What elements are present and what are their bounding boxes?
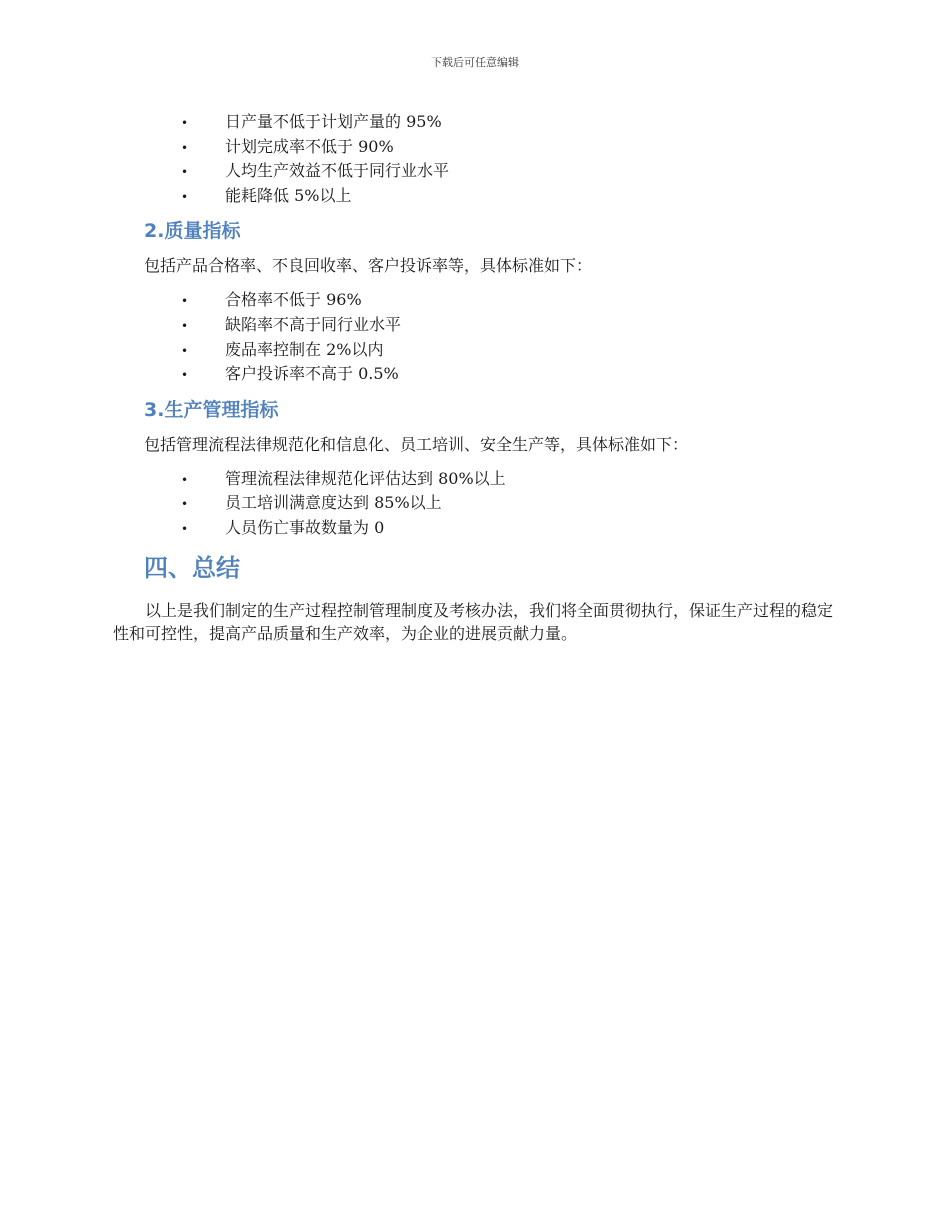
bullet-icon: •	[181, 294, 189, 309]
bullet-icon: •	[181, 140, 189, 155]
list-item-text: 人员伤亡事故数量为 0	[225, 517, 385, 537]
management-indicator-heading: 3.生产管理指标	[144, 398, 279, 421]
list-item-text: 人均生产效益不低于同行业水平	[225, 161, 450, 181]
list-item	[113, 184, 838, 209]
list-item-text: 合格率不低于 96%	[225, 290, 362, 310]
bullet-icon: •	[181, 343, 189, 358]
bullet-icon: •	[181, 116, 189, 130]
list-item	[113, 313, 838, 338]
bullet-icon: •	[181, 318, 189, 333]
list-item	[113, 516, 838, 541]
list-item	[113, 338, 838, 363]
list-item	[113, 159, 838, 184]
management-intro: 包括管理流程法律规范化和信息化、员工培训、安全生产等，具体标准如下：	[144, 434, 689, 454]
document-body	[113, 110, 838, 645]
bullet-icon: •	[181, 497, 189, 512]
list-item-text: 客户投诉率不高于 0.5%	[225, 364, 399, 384]
list-item-text: 员工培训满意度达到 85%以上	[225, 493, 442, 513]
list-item	[113, 362, 838, 387]
list-item-text: 能耗降低 5%以上	[225, 185, 352, 205]
bullet-icon: •	[181, 165, 189, 180]
list-item-text: 日产量不低于计划产量的 95%	[225, 112, 442, 131]
summary-paragraph: 以上是我们制定的生产过程控制管理制度及考核办法，我们将全面贯彻执行，保证生产过程的稳定性和可控性，提高产品质量和生产效率，为企业的进展贡献力量。	[113, 600, 834, 643]
summary-heading: 四、总结	[144, 553, 240, 582]
bullet-icon: •	[181, 472, 189, 487]
quality-intro: 包括产品合格率、不良回收率、客户投诉率等，具体标准如下：	[144, 256, 593, 276]
list-item	[113, 288, 838, 313]
quality-indicator-heading: 2.质量指标	[144, 220, 241, 243]
list-item	[113, 110, 838, 135]
list-item-text: 缺陷率不高于同行业水平	[225, 314, 402, 334]
list-item-text: 管理流程法律规范化评估达到 80%以上	[225, 468, 506, 488]
management-indicator-list	[113, 467, 838, 541]
bullet-icon: •	[181, 521, 189, 536]
quality-indicator-list	[113, 288, 838, 386]
list-item-text: 废品率控制在 2%以内	[225, 339, 384, 359]
production-indicator-list	[113, 110, 838, 208]
list-item	[113, 135, 838, 160]
bullet-icon: •	[181, 189, 189, 204]
list-item	[113, 467, 838, 492]
bullet-icon: •	[181, 368, 189, 383]
list-item	[113, 491, 838, 516]
page-header: 下载后可任意编辑	[431, 56, 519, 69]
list-item-text: 计划完成率不低于 90%	[225, 136, 394, 156]
